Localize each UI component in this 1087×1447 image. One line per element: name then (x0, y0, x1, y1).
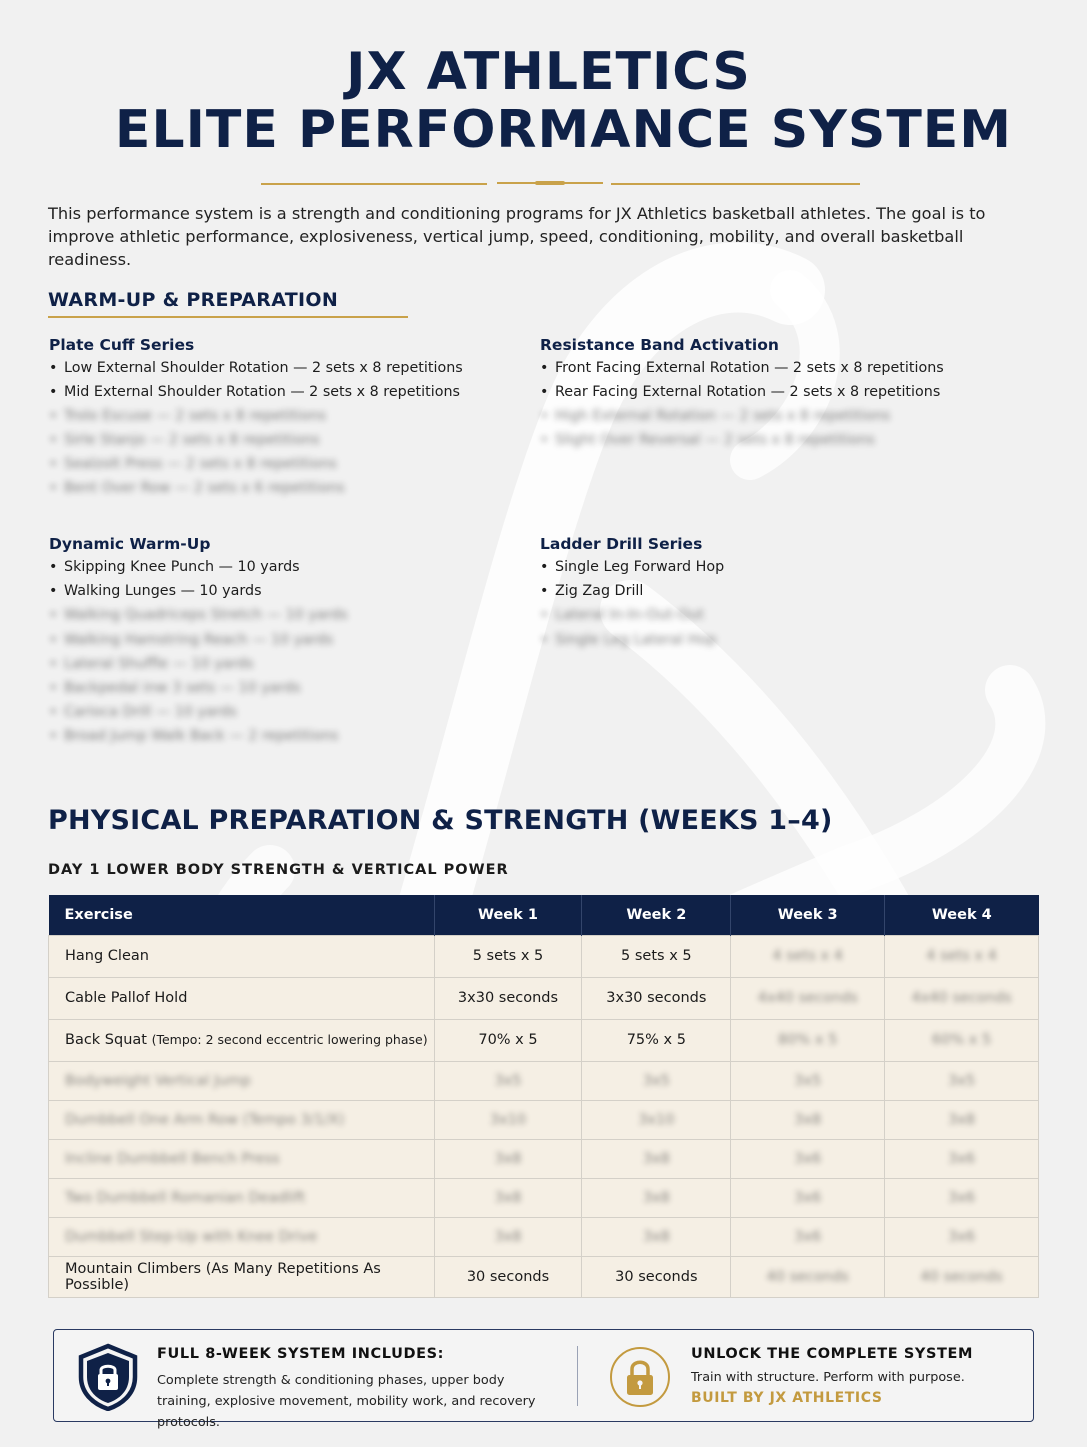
padlock-icon (609, 1346, 671, 1408)
cell-week-4 (885, 935, 1039, 977)
list-item: • Rear Facing External Rotation — 2 sets x 8 repetitions (540, 381, 944, 403)
cell-week-3 (731, 977, 885, 1019)
footer-callout (53, 1329, 1034, 1430)
cell-exercise (49, 1218, 435, 1257)
exercise-name: Cable Pallof Hold (65, 990, 188, 1006)
list-item-locked: • High External Rotation — 2 sets x 8 repetitions (540, 405, 944, 427)
title-divider-center (497, 181, 603, 185)
list-item-locked: • Walking Hamstring Reach — 10 yards (49, 629, 348, 651)
exercise-name: Incline Dumbbell Bench Press (65, 1150, 280, 1167)
cell-exercise (49, 1139, 435, 1178)
cell-week-2: 3x30 seconds (582, 977, 731, 1019)
group-title: Plate Cuff Series (49, 336, 195, 354)
exercise-name: Back Squat (65, 1032, 147, 1048)
cell-week-1: 70% x 5 (434, 1019, 582, 1061)
cell-week-2: 75% x 5 (582, 1019, 731, 1061)
footer-left-title: FULL 8-WEEK SYSTEM INCLUDES: (157, 1346, 445, 1362)
table-row (49, 935, 1039, 977)
cell-week-2 (582, 1218, 731, 1257)
locked-value: 60% x 5 (931, 1032, 992, 1048)
cell-week-2: 5 sets x 5 (582, 935, 731, 977)
locked-value: 80% x 5 (778, 1032, 838, 1048)
list-item: • Mid External Shoulder Rotation — 2 sets x 8 repetitions (49, 381, 463, 403)
cell-week-4 (885, 1019, 1039, 1061)
group-dynamic-warmup (49, 535, 348, 750)
intro-paragraph: This performance system is a strength and conditioning programs for JX Athletics basketball athletes. The goal is to improve athletic performance, explosiveness, vertical jump, speed, conditioning, mobility, and overall basketball readiness. (48, 204, 986, 269)
list-item: • Low External Shoulder Rotation — 2 sets x 8 repetitions (49, 357, 463, 379)
locked-value: 3x10 (489, 1111, 527, 1128)
locked-value: 3x8 (494, 1190, 522, 1207)
table-row-locked (49, 1100, 1039, 1139)
cell-week-4 (885, 1139, 1039, 1178)
table-row (49, 1019, 1039, 1061)
list-item: • Skipping Knee Punch — 10 yards (49, 556, 348, 578)
section-rule (48, 316, 408, 318)
cell-week-4 (885, 977, 1039, 1019)
group-resistance-band (540, 336, 944, 453)
locked-value: 4 sets x 4 (926, 948, 997, 964)
cell-week-4 (885, 1061, 1039, 1100)
exercise-name: Dumbbell Step-Up with Knee Drive (65, 1229, 318, 1246)
cell-week-3 (731, 1218, 885, 1257)
cell-week-3 (731, 1061, 885, 1100)
list-item: • Front Facing External Rotation — 2 sets x 8 repetitions (540, 357, 944, 379)
locked-value: 3x10 (638, 1111, 675, 1128)
cell-week-1 (434, 1100, 582, 1139)
cell-week-1 (434, 1218, 582, 1257)
group-ladder-drill (540, 535, 724, 653)
locked-value: 4x40 seconds (911, 990, 1012, 1006)
list-item-locked: • Broad Jump Walk Back — 2 repetitions (49, 725, 348, 747)
cell-exercise (49, 1179, 435, 1218)
locked-value: 4x40 seconds (757, 990, 858, 1006)
cell-week-1 (434, 1061, 582, 1100)
list-item: • Single Leg Forward Hop (540, 556, 724, 578)
title-divider-right (611, 183, 860, 185)
exercise-name: Hang Clean (65, 948, 149, 964)
list-item-locked: • Single Leg Lateral Hop (540, 629, 724, 651)
cell-week-2 (582, 1100, 731, 1139)
title-divider-left (261, 183, 487, 185)
strength-table (48, 895, 1039, 1298)
cell-week-3 (731, 1019, 885, 1061)
list-item-locked: • Trolo Escuse — 2 sets x 8 repetitions (49, 405, 463, 427)
locked-value: 3x6 (948, 1229, 976, 1246)
day-heading: DAY 1 LOWER BODY STRENGTH & VERTICAL POWER (48, 862, 509, 878)
exercise-name: Dumbbell One Arm Row (Tempo 3/1/X) (65, 1111, 345, 1128)
page-title-line-1: JX ATHLETICS (346, 42, 751, 102)
list-item-locked: • Carioca Drill — 10 yards (49, 701, 348, 723)
table-row-locked (49, 1139, 1039, 1178)
locked-value: 40 seconds (766, 1269, 849, 1286)
column-header-week-1: Week 1 (434, 895, 582, 935)
cell-week-1: 30 seconds (434, 1257, 582, 1298)
exercise-name: Mountain Climbers (65, 1261, 202, 1278)
locked-value: 3x6 (794, 1229, 822, 1246)
list-item-locked: • Slight Over Reversal — 2 sets x 8 repetitions (540, 429, 944, 451)
locked-value: 3x8 (794, 1111, 822, 1128)
locked-value: 3x8 (642, 1229, 670, 1246)
footer-brand: BUILT BY JX ATHLETICS (691, 1390, 883, 1406)
cell-week-1 (434, 1179, 582, 1218)
locked-value: 3x8 (642, 1150, 670, 1167)
column-header-week-4: Week 4 (885, 895, 1039, 935)
cell-week-3 (731, 1257, 885, 1298)
table-header-row (49, 895, 1039, 935)
cell-exercise (49, 977, 435, 1019)
cell-exercise (49, 935, 435, 977)
locked-value: 3x8 (494, 1229, 522, 1246)
cell-exercise (49, 1019, 435, 1061)
footer-right-text: Train with structure. Perform with purpose. (691, 1370, 965, 1385)
cell-week-2 (582, 1061, 731, 1100)
cell-week-2 (582, 1179, 731, 1218)
locked-value: 3x5 (794, 1072, 822, 1089)
locked-value: 40 seconds (920, 1269, 1003, 1286)
locked-value: 3x8 (642, 1190, 670, 1207)
cell-exercise (49, 1257, 435, 1298)
list-item-locked: • Sirle Stanjo — 2 sets x 8 repetitions (49, 429, 463, 451)
table-row (49, 1257, 1039, 1298)
exercise-name: Bodyweight Vertical Jump (65, 1072, 251, 1089)
locked-value: 4 sets x 4 (772, 948, 843, 964)
locked-value: 3x8 (948, 1111, 976, 1128)
locked-value: 3x8 (494, 1150, 522, 1167)
cell-week-1 (434, 1139, 582, 1178)
table-row-locked (49, 1218, 1039, 1257)
cell-week-3 (731, 1179, 885, 1218)
group-title: Resistance Band Activation (540, 336, 779, 354)
column-header-week-2: Week 2 (582, 895, 731, 935)
exercise-name: Two Dumbbell Romanian Deadlift (65, 1190, 306, 1207)
column-header-week-3: Week 3 (731, 895, 885, 935)
footer-separator (577, 1346, 578, 1406)
list-item-locked: • Backpedal inw 3 sets — 10 yards (49, 677, 348, 699)
footer-left-text: Complete strength & conditioning phases, upper body training, explosive movement, mobility work, and recovery protocols. (157, 1373, 536, 1430)
group-title: Dynamic Warm-Up (49, 535, 211, 553)
group-title: Ladder Drill Series (540, 535, 703, 553)
locked-value: 3x6 (948, 1190, 976, 1207)
shield-lock-icon (76, 1343, 140, 1411)
list-item: • Zig Zag Drill (540, 580, 724, 602)
cell-week-2 (582, 1139, 731, 1178)
list-item: • Walking Lunges — 10 yards (49, 580, 348, 602)
locked-value: 3x5 (642, 1072, 670, 1089)
cell-week-4 (885, 1179, 1039, 1218)
cell-exercise (49, 1100, 435, 1139)
exercise-note: (Tempo: 2 second eccentric lowering phase) (151, 1032, 428, 1047)
cell-exercise (49, 1061, 435, 1100)
list-item-locked: • Lateral In-In-Out-Out (540, 604, 724, 626)
cell-week-3 (731, 935, 885, 977)
cell-week-4 (885, 1100, 1039, 1139)
group-plate-cuff (49, 336, 463, 501)
locked-value: 3x5 (948, 1072, 976, 1089)
list-item-locked: • Lateral Shuffle — 10 yards (49, 653, 348, 675)
locked-value: 3x6 (948, 1150, 976, 1167)
list-item-locked: • Walking Quadriceps Stretch — 10 yards (49, 604, 348, 626)
locked-value: 3x5 (494, 1072, 522, 1089)
list-item-locked: • Bent Over Row — 2 sets x 6 repetitions (49, 477, 463, 499)
column-header-exercise: Exercise (49, 895, 435, 935)
table-row (49, 977, 1039, 1019)
cell-week-1: 5 sets x 5 (434, 935, 582, 977)
locked-value: 3x6 (794, 1190, 822, 1207)
locked-value: 3x6 (794, 1150, 822, 1167)
table-row-locked (49, 1061, 1039, 1100)
section-heading-warmup: WARM-UP & PREPARATION (48, 289, 339, 311)
cell-week-4 (885, 1218, 1039, 1257)
exercise-note: (As Many Repetitions As Possible) (65, 1261, 381, 1294)
cell-week-3 (731, 1100, 885, 1139)
footer-right-title: UNLOCK THE COMPLETE SYSTEM (691, 1346, 974, 1362)
section-heading-strength: PHYSICAL PREPARATION & STRENGTH (WEEKS 1–4) (48, 805, 833, 836)
page-title-line-2: ELITE PERFORMANCE SYSTEM (114, 100, 1013, 160)
cell-week-2: 30 seconds (582, 1257, 731, 1298)
cell-week-3 (731, 1139, 885, 1178)
list-item-locked: • Sealzolt Press — 2 sets x 8 repetitions (49, 453, 463, 475)
cell-week-4 (885, 1257, 1039, 1298)
table-row-locked (49, 1179, 1039, 1218)
cell-week-1: 3x30 seconds (434, 977, 582, 1019)
